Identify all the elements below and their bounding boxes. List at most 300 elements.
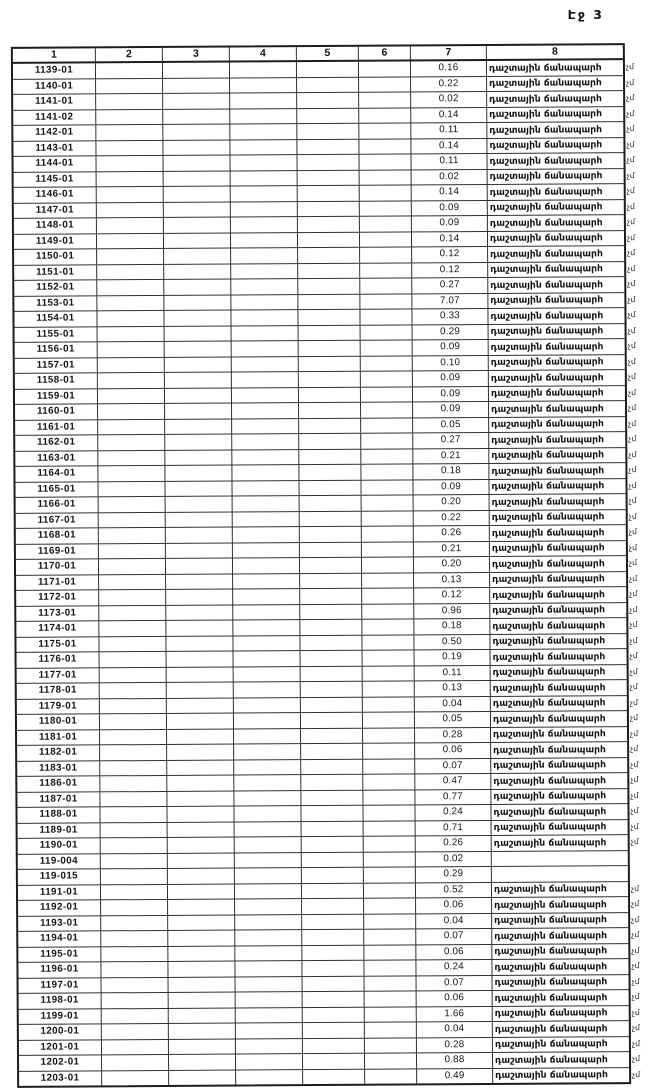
empty-cell [99, 559, 166, 574]
column-header-8: 8 [487, 45, 623, 59]
empty-cell [365, 1053, 417, 1068]
empty-cell [364, 945, 416, 960]
empty-cell [97, 233, 164, 248]
row-note-cell: դաշտային ճանապարհ [493, 1006, 629, 1021]
row-note-cell: դաշտային ճանապարհ [488, 308, 624, 323]
row-note-suffix: չմ [628, 432, 636, 447]
empty-cell [364, 852, 416, 867]
empty-cell [301, 682, 363, 697]
empty-cell [168, 853, 235, 868]
row-id-cell: 1143-01 [13, 141, 96, 156]
row-note-cell: դաշտային ճանապարհ [490, 587, 626, 602]
row-value-cell: 0.50 [414, 634, 490, 649]
empty-cell [102, 1039, 169, 1054]
empty-cell [235, 930, 302, 945]
empty-cell [302, 837, 364, 852]
row-id-cell: 1142-01 [13, 125, 96, 140]
row-id-cell: 1181-01 [17, 730, 100, 745]
row-id-cell: 1165-01 [15, 482, 98, 497]
empty-cell [167, 667, 234, 682]
empty-cell [302, 930, 364, 945]
empty-cell [361, 325, 413, 340]
row-id-cell: 1188-01 [17, 807, 100, 822]
empty-cell [235, 884, 302, 899]
empty-cell [166, 621, 233, 636]
empty-cell [169, 993, 236, 1008]
empty-cell [363, 666, 415, 681]
empty-cell [298, 279, 360, 294]
empty-cell [362, 542, 414, 557]
row-value-cell: 0.12 [412, 247, 488, 262]
row-note-suffix: չմ [629, 572, 637, 587]
empty-cell [363, 743, 415, 758]
empty-cell [360, 309, 412, 324]
empty-cell [365, 1022, 417, 1037]
empty-cell [100, 760, 167, 775]
empty-cell [297, 62, 359, 77]
row-value-cell: 0.24 [416, 960, 492, 975]
empty-cell [236, 977, 303, 992]
row-value-cell: 0.05 [413, 417, 489, 432]
row-note-suffix: չմ [626, 91, 634, 106]
row-value-cell: 0.11 [411, 154, 487, 169]
row-note-cell: դաշտային ճանապարհ [488, 200, 624, 215]
empty-cell [230, 93, 297, 108]
empty-cell [164, 171, 231, 186]
row-value-cell: 0.49 [417, 1068, 493, 1083]
empty-cell [165, 357, 232, 372]
empty-cell [361, 449, 413, 464]
row-note-suffix: չմ [627, 231, 635, 246]
empty-cell [102, 1055, 169, 1070]
row-value-cell: 1.66 [417, 1006, 493, 1021]
empty-cell [102, 977, 169, 992]
row-value-cell: 0.14 [411, 138, 487, 153]
empty-cell [97, 171, 164, 186]
empty-cell [234, 806, 301, 821]
empty-cell [233, 605, 300, 620]
row-note-suffix: չմ [627, 200, 635, 215]
empty-cell [360, 216, 412, 231]
row-value-cell: 0.06 [416, 944, 492, 959]
row-note-cell: դաշտային ճանապարհ [489, 432, 625, 447]
empty-cell [361, 356, 413, 371]
row-note-suffix: չմ [631, 897, 639, 912]
empty-cell [300, 496, 362, 511]
empty-cell [301, 806, 363, 821]
empty-cell [99, 574, 166, 589]
empty-cell [167, 729, 234, 744]
empty-cell [359, 77, 411, 92]
row-note-suffix: չմ [631, 944, 639, 959]
empty-cell [100, 791, 167, 806]
empty-cell [163, 78, 230, 93]
empty-cell [232, 357, 299, 372]
empty-cell [363, 759, 415, 774]
empty-cell [164, 280, 231, 295]
empty-cell [99, 497, 166, 512]
row-value-cell: 0.88 [417, 1053, 493, 1068]
empty-cell [300, 527, 362, 542]
empty-cell [236, 1008, 303, 1023]
empty-cell [360, 278, 412, 293]
row-note-suffix: չմ [628, 479, 636, 494]
empty-cell [301, 744, 363, 759]
empty-cell [236, 1023, 303, 1038]
empty-cell [97, 218, 164, 233]
row-id-cell: 1173-01 [16, 606, 99, 621]
empty-cell [302, 945, 364, 960]
row-note-suffix: չմ [626, 153, 634, 168]
empty-cell [298, 248, 360, 263]
row-note-cell: դաշտային ճանապարհ [493, 1037, 629, 1052]
row-note-cell: դաշտային ճանապարհ [491, 789, 627, 804]
row-note-cell: դաշտային ճանապարհ [493, 1021, 629, 1036]
empty-cell [100, 776, 167, 791]
row-id-cell: 1151-01 [14, 265, 97, 280]
row-note-suffix: չմ [629, 556, 637, 571]
row-note-cell: դաշտային ճանապարհ [490, 541, 626, 556]
empty-cell [231, 233, 298, 248]
row-note-cell: դաշտային ճանապարհ [492, 959, 628, 974]
empty-cell [168, 915, 235, 930]
row-id-cell: 1182-01 [17, 745, 100, 760]
row-value-cell: 0.29 [416, 867, 492, 882]
empty-cell [230, 155, 297, 170]
empty-cell [299, 418, 361, 433]
empty-cell [363, 697, 415, 712]
row-note-suffix: չմ [629, 494, 637, 509]
row-note-cell: դաշտային ճանապարհ [493, 975, 629, 990]
empty-cell [166, 559, 233, 574]
row-note-cell: դաշտային ճանապարհ [490, 556, 626, 571]
empty-cell [169, 1055, 236, 1070]
empty-cell [96, 63, 163, 78]
empty-cell [299, 372, 361, 387]
empty-cell [100, 698, 167, 713]
empty-cell [101, 869, 168, 884]
row-note-cell: դաշտային ճանապարհ [491, 727, 627, 742]
empty-cell [100, 729, 167, 744]
empty-cell [234, 791, 301, 806]
empty-cell [303, 1038, 365, 1053]
empty-cell [100, 667, 167, 682]
row-note-cell: դաշտային ճանապարհ [489, 370, 625, 385]
empty-cell [235, 853, 302, 868]
row-id-cell: 1193-01 [18, 916, 101, 931]
row-value-cell: 0.09 [413, 402, 489, 417]
row-note-suffix: չմ [632, 1037, 640, 1052]
row-value-cell: 0.22 [414, 510, 490, 525]
empty-cell [365, 1069, 417, 1084]
empty-cell [232, 419, 299, 434]
empty-cell [363, 681, 415, 696]
empty-cell [232, 403, 299, 418]
empty-cell [360, 201, 412, 216]
empty-cell [361, 402, 413, 417]
row-value-cell: 0.12 [412, 262, 488, 277]
row-id-cell: 1186-01 [17, 776, 100, 791]
row-note-cell: դաշտային ճանապարհ [492, 835, 628, 850]
row-note-cell: դաշտային ճանապարհ [488, 231, 624, 246]
empty-cell [299, 449, 361, 464]
empty-cell [233, 527, 300, 542]
empty-cell [167, 714, 234, 729]
empty-cell [234, 744, 301, 759]
row-id-cell: 1160-01 [15, 404, 98, 419]
row-note-suffix: չմ [627, 277, 635, 292]
empty-cell [231, 264, 298, 279]
empty-cell [232, 481, 299, 496]
empty-cell [364, 867, 416, 882]
row-note-cell: դաշտային ճանապարհ [487, 153, 623, 168]
empty-cell [166, 605, 233, 620]
empty-cell [363, 712, 415, 727]
empty-cell [297, 155, 359, 170]
row-value-cell: 0.18 [413, 464, 489, 479]
row-value-cell: 0.06 [416, 898, 492, 913]
empty-cell [360, 170, 412, 185]
empty-cell [230, 109, 297, 124]
row-note-cell: դաշտային ճանապարհ [493, 1052, 629, 1067]
row-id-cell: 1139-01 [13, 63, 96, 78]
row-id-cell: 1157-01 [15, 358, 98, 373]
empty-cell [102, 1070, 169, 1085]
empty-cell [168, 838, 235, 853]
empty-cell [298, 201, 360, 216]
empty-cell [300, 620, 362, 635]
empty-cell [232, 326, 299, 341]
empty-cell [165, 373, 232, 388]
row-value-cell: 0.20 [414, 557, 490, 572]
row-note-cell: դաշտային ճանապարհ [488, 246, 624, 261]
row-value-cell: 0.27 [413, 433, 489, 448]
empty-cell [96, 125, 163, 140]
empty-cell [303, 992, 365, 1007]
empty-cell [98, 388, 165, 403]
empty-cell [97, 187, 164, 202]
empty-cell [165, 481, 232, 496]
row-note-suffix: չմ [630, 696, 638, 711]
row-note-cell: դաշտային ճանապարհ [490, 618, 626, 633]
empty-cell [236, 1054, 303, 1069]
empty-cell [98, 466, 165, 481]
row-note-suffix: չմ [632, 1006, 640, 1021]
row-id-cell: 1176-01 [17, 652, 100, 667]
empty-cell [234, 729, 301, 744]
empty-cell [165, 342, 232, 357]
row-id-cell: 1156-01 [15, 342, 98, 357]
empty-cell [363, 790, 415, 805]
row-note-suffix: չմ [628, 463, 636, 478]
row-value-cell: 0.29 [413, 324, 489, 339]
empty-cell [167, 791, 234, 806]
row-note-suffix: չմ [630, 742, 638, 757]
row-id-cell: 1166-01 [16, 497, 99, 512]
row-note-suffix: չմ [626, 60, 634, 75]
row-value-cell: 0.04 [417, 1022, 493, 1037]
column-header-3: 3 [163, 48, 230, 61]
row-value-cell: 0.13 [414, 572, 490, 587]
empty-cell [166, 590, 233, 605]
row-id-cell: 1172-01 [16, 590, 99, 605]
row-value-cell: 0.18 [414, 619, 490, 634]
empty-cell [298, 232, 360, 247]
empty-cell [299, 403, 361, 418]
row-value-cell: 7.07 [412, 293, 488, 308]
empty-cell [232, 372, 299, 387]
empty-cell [362, 495, 414, 510]
row-id-cell: 1200-01 [19, 1024, 102, 1039]
row-note-suffix: չմ [627, 184, 635, 199]
row-note-suffix: չմ [631, 913, 639, 928]
empty-cell [99, 605, 166, 620]
row-value-cell: 0.09 [412, 216, 488, 231]
page-number-label: Էջ 3 [568, 7, 604, 22]
row-note-suffix: չմ [631, 928, 639, 943]
empty-cell [234, 713, 301, 728]
row-id-cell: 1196-01 [18, 962, 101, 977]
table-row [19, 1068, 629, 1086]
empty-cell [297, 139, 359, 154]
row-value-cell: 0.07 [415, 758, 491, 773]
row-note-suffix: չմ [631, 820, 639, 835]
row-id-cell: 1175-01 [16, 637, 99, 652]
empty-cell [234, 775, 301, 790]
empty-cell [101, 853, 168, 868]
row-id-cell: 1202-01 [19, 1055, 102, 1070]
empty-cell [97, 202, 164, 217]
empty-cell [361, 480, 413, 495]
row-id-cell: 119-015 [18, 869, 101, 884]
row-value-cell: 0.04 [415, 696, 491, 711]
row-id-cell: 1180-01 [17, 714, 100, 729]
empty-cell [298, 263, 360, 278]
row-note-suffix: չմ [628, 339, 636, 354]
row-note-cell: դաշտային ճանապարհ [488, 169, 624, 184]
empty-cell [96, 109, 163, 124]
empty-cell [100, 683, 167, 698]
row-note-cell: դաշտային ճանապարհ [491, 804, 627, 819]
empty-cell [101, 838, 168, 853]
row-note-cell: դաշտային ճանապարհ [489, 417, 625, 432]
empty-cell [363, 774, 415, 789]
empty-cell [167, 652, 234, 667]
empty-cell [98, 450, 165, 465]
empty-cell [169, 1008, 236, 1023]
empty-cell [233, 496, 300, 511]
row-value-cell: 0.16 [411, 61, 487, 76]
empty-cell [101, 884, 168, 899]
empty-cell [102, 1024, 169, 1039]
empty-cell [231, 295, 298, 310]
row-note-cell: դաշտային ճանապարհ [487, 138, 623, 153]
row-note-suffix: չմ [628, 448, 636, 463]
row-note-cell: դաշտային ճանապարհ [493, 990, 629, 1005]
empty-cell [301, 713, 363, 728]
empty-cell [235, 899, 302, 914]
row-note-cell: դաշտային ճանապարհ [488, 277, 624, 292]
table-body [13, 60, 629, 1086]
empty-cell [302, 852, 364, 867]
empty-cell [99, 512, 166, 527]
empty-cell [102, 993, 169, 1008]
row-note-cell: դաշտային ճանապարհ [490, 494, 626, 509]
row-note-suffix: չմ [631, 959, 639, 974]
row-note-cell: դաշտային ճանապարհ [492, 928, 628, 943]
empty-cell [361, 433, 413, 448]
empty-cell [360, 294, 412, 309]
row-value-cell: 0.24 [415, 805, 491, 820]
row-value-cell: 0.09 [413, 340, 489, 355]
row-value-cell: 0.02 [411, 92, 487, 107]
empty-cell [235, 822, 302, 837]
empty-cell [167, 745, 234, 760]
row-id-cell: 1168-01 [16, 528, 99, 543]
empty-cell [303, 1023, 365, 1038]
row-note-suffix: չմ [630, 789, 638, 804]
row-note-suffix: չմ [629, 587, 637, 602]
row-id-cell: 1187-01 [17, 792, 100, 807]
empty-cell [166, 543, 233, 558]
row-id-cell: 1171-01 [16, 575, 99, 590]
row-value-cell: 0.05 [415, 712, 491, 727]
row-value-cell: 0.02 [416, 851, 492, 866]
row-note-cell [492, 866, 628, 881]
row-note-cell: դաշտային ճանապարհ [491, 711, 627, 726]
empty-cell [301, 697, 363, 712]
column-header-6: 6 [359, 46, 411, 59]
empty-cell [230, 140, 297, 155]
empty-cell [360, 263, 412, 278]
row-note-cell: դաշտային ճանապարհ [492, 820, 628, 835]
row-note-cell: դաշտային ճանապարհ [491, 665, 627, 680]
empty-cell [231, 310, 298, 325]
row-note-suffix: չմ [628, 401, 636, 416]
row-note-suffix: չմ [631, 882, 639, 897]
empty-cell [299, 325, 361, 340]
empty-cell [302, 868, 364, 883]
empty-cell [98, 342, 165, 357]
empty-cell [233, 558, 300, 573]
empty-cell [361, 371, 413, 386]
row-value-cell: 0.19 [415, 650, 491, 665]
row-note-cell: դաշտային ճանապարհ [487, 76, 623, 91]
row-note-suffix: չմ [626, 76, 634, 91]
row-note-cell: դաշտային ճանապարհ [491, 773, 627, 788]
row-note-cell: դաշտային ճանապարհ [491, 696, 627, 711]
empty-cell [168, 900, 235, 915]
row-value-cell: 0.06 [415, 743, 491, 758]
empty-cell [232, 434, 299, 449]
empty-cell [163, 140, 230, 155]
row-note-suffix: չմ [627, 169, 635, 184]
empty-cell [297, 93, 359, 108]
empty-cell [163, 156, 230, 171]
row-note-suffix: չմ [630, 680, 638, 695]
row-id-cell: 1145-01 [14, 172, 97, 187]
row-id-cell: 1199-01 [19, 1009, 102, 1024]
empty-cell [236, 1039, 303, 1054]
empty-cell [303, 1007, 365, 1022]
row-note-suffix: չմ [626, 107, 634, 122]
empty-cell [298, 170, 360, 185]
row-note-cell: դաշտային ճանապարհ [490, 572, 626, 587]
row-value-cell: 0.14 [411, 107, 487, 122]
row-note-suffix: չմ [632, 1068, 640, 1083]
row-note-cell: դաշտային ճանապարհ [491, 742, 627, 757]
empty-cell [301, 728, 363, 743]
